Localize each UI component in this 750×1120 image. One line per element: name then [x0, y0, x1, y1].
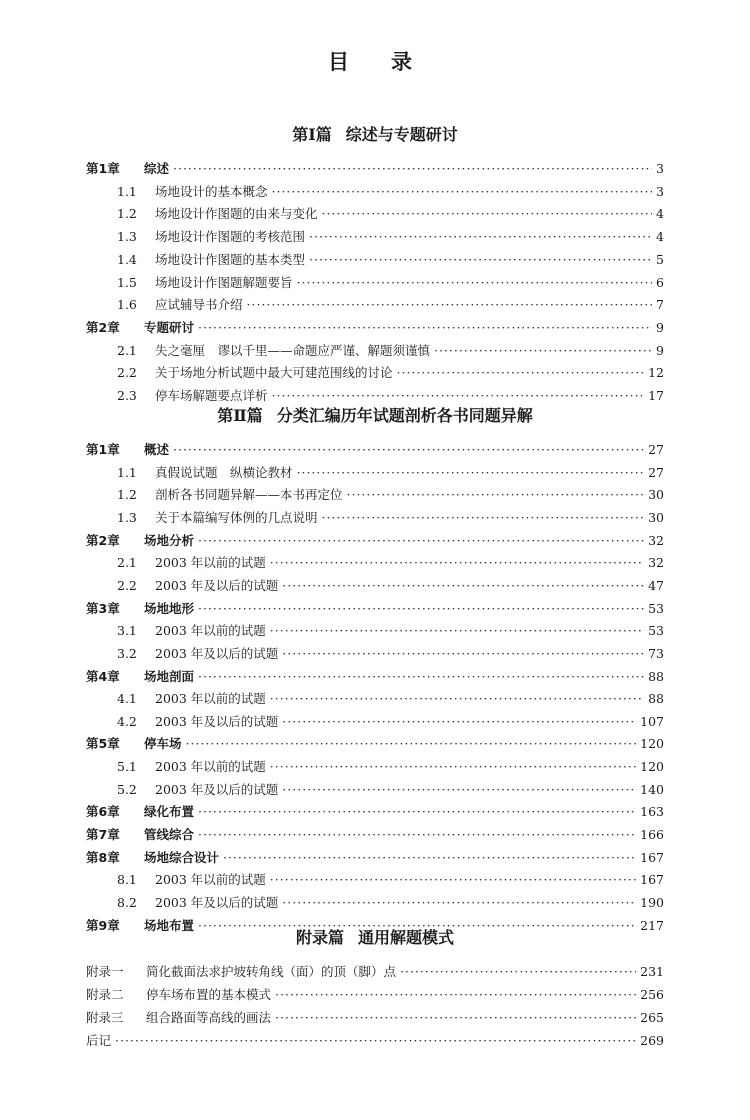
toc-appendix-entry[interactable]: [86, 960, 664, 983]
part-heading: [0, 403, 750, 426]
dot-leader: [397, 361, 645, 384]
entry-number: 8.1: [117, 872, 137, 888]
dot-leader: [270, 551, 644, 574]
entry-title: 2003 年及以后的试题: [155, 895, 279, 910]
dot-leader: [282, 574, 644, 597]
part-name: 通用解题模式: [358, 928, 455, 947]
toc-chapter-entry[interactable]: [86, 316, 664, 339]
toc-section-entry[interactable]: [86, 710, 664, 733]
entry-number: 2.1: [117, 342, 137, 358]
entry-number: 第3章: [86, 600, 120, 616]
dot-leader: [282, 642, 644, 665]
toc-section-entry[interactable]: [86, 755, 664, 778]
entry-number: 3.1: [117, 623, 137, 639]
toc-chapter-entry[interactable]: [86, 665, 664, 688]
toc-chapter-entry[interactable]: [86, 597, 664, 620]
entry-page-number: 32: [648, 555, 664, 571]
entry-title: 应试辅导书介绍: [155, 297, 243, 313]
entry-title: 2003 年及以后的试题: [155, 645, 279, 661]
dot-leader: [282, 778, 636, 801]
dot-leader: [322, 202, 653, 225]
entry-number: 第1章: [86, 442, 120, 457]
toc-appendix-entry[interactable]: [86, 1006, 664, 1029]
entry-title: 停车场: [144, 736, 182, 752]
entry-page-number: 163: [640, 804, 664, 820]
dot-leader: [198, 800, 636, 823]
entry-page-number: 88: [648, 691, 664, 707]
entry-title: 场地设计作图题的考核范围: [155, 229, 306, 245]
entry-number: 第2章: [86, 319, 120, 335]
entry-page-number: 30: [648, 509, 664, 525]
entry-title: 绿化布置: [144, 804, 195, 820]
part-label: 附录篇: [295, 928, 344, 947]
entry-title: 2003 年以前的试题: [155, 872, 266, 888]
dot-leader: [270, 619, 644, 642]
entry-number: 1.2: [117, 487, 137, 503]
toc-section-entry[interactable]: [86, 778, 664, 801]
toc-section-entry[interactable]: [86, 868, 664, 891]
entry-number: 后记: [86, 1033, 112, 1048]
entry-page-number: 53: [648, 600, 664, 616]
toc-section-entry[interactable]: [86, 339, 664, 362]
toc-chapter-entry[interactable]: [86, 438, 664, 461]
part-name: 综述与专题研讨: [345, 125, 458, 144]
entry-number: 1.6: [117, 297, 137, 313]
entry-page-number: 9: [656, 342, 664, 358]
dot-leader: [198, 529, 644, 552]
entry-number: 第1章: [86, 161, 120, 176]
part-label: 第Ⅰ篇: [292, 125, 332, 144]
entry-title: 真假说试题 纵横论教材: [155, 464, 293, 480]
entry-page-number: 140: [640, 781, 664, 797]
entry-title: 失之毫厘 谬以千里——命题应严谨、解题须谨慎: [155, 342, 431, 358]
entry-title: 综述: [144, 161, 170, 176]
entry-title: 2003 年及以后的试题: [155, 713, 279, 729]
toc-section-entry[interactable]: [86, 361, 664, 384]
entry-number: 1.4: [117, 251, 137, 267]
dot-leader: [270, 868, 636, 891]
entry-page-number: 120: [640, 759, 664, 775]
entry-number: 第8章: [86, 849, 120, 865]
toc-appendix-entry[interactable]: [86, 983, 664, 1006]
dot-leader: [309, 225, 652, 248]
dot-leader: [115, 1029, 636, 1052]
entry-number: 5.2: [117, 781, 137, 797]
dot-leader: [247, 293, 653, 316]
dot-leader: [198, 665, 644, 688]
entry-number: 第4章: [86, 668, 120, 684]
entry-number: 1.5: [117, 274, 137, 290]
entry-page-number: 27: [648, 464, 664, 480]
dot-leader: [275, 1006, 636, 1029]
toc-section-entry[interactable]: [86, 293, 664, 316]
part-heading: [0, 122, 750, 145]
dot-leader: [173, 438, 644, 461]
entry-title: 2003 年以前的试题: [155, 623, 266, 639]
entry-page-number: 12: [648, 365, 664, 381]
toc-section-entry[interactable]: [86, 506, 664, 529]
entry-number: 第5章: [86, 736, 120, 752]
entry-title: 场地设计作图题的由来与变化: [155, 206, 318, 222]
entry-number: 2.2: [117, 365, 137, 381]
toc-section-entry[interactable]: [86, 271, 664, 294]
entry-number: 附录三: [86, 1010, 124, 1025]
entry-title: 场地剖面: [144, 668, 195, 684]
entry-title: 2003 年及以后的试题: [155, 577, 279, 593]
entry-title: 场地设计的基本概念: [155, 183, 268, 199]
entry-page-number: 17: [648, 388, 664, 403]
entry-page-number: 166: [640, 827, 664, 843]
part-label: 第Ⅱ篇: [217, 406, 263, 425]
page-title-char-2: 录: [391, 50, 422, 74]
entry-page-number: 256: [640, 987, 664, 1002]
entry-title: 2003 年以前的试题: [155, 555, 266, 571]
entry-title: 停车场布置的基本模式: [146, 987, 272, 1002]
entry-number: 1.3: [117, 509, 137, 525]
entry-page-number: 9: [656, 319, 664, 335]
toc-section-entry[interactable]: [86, 642, 664, 665]
entry-page-number: 107: [640, 713, 664, 729]
dot-leader: [322, 506, 645, 529]
dot-leader: [282, 891, 636, 914]
entry-number: 1.1: [117, 464, 137, 480]
entry-title: 场地地形: [144, 600, 195, 616]
entry-number: 第2章: [86, 532, 120, 548]
entry-page-number: 7: [656, 297, 664, 313]
entry-page-number: 47: [648, 577, 664, 593]
entry-number: 2.3: [117, 388, 137, 403]
entry-number: 1.3: [117, 229, 137, 245]
dot-leader: [309, 248, 652, 271]
entry-page-number: 6: [656, 274, 664, 290]
entry-number: 第6章: [86, 804, 120, 820]
entry-title: 概述: [144, 442, 170, 457]
toc-section-entry[interactable]: [86, 891, 664, 914]
toc-section-entry[interactable]: [86, 574, 664, 597]
entry-page-number: 190: [640, 895, 664, 910]
entry-title: 2003 年及以后的试题: [155, 781, 279, 797]
entry-number: 第9章: [86, 917, 120, 933]
dot-leader: [173, 157, 652, 180]
entry-title: 专题研讨: [144, 319, 195, 335]
toc-chapter-entry[interactable]: [86, 800, 664, 823]
toc-section-entry[interactable]: [86, 180, 664, 203]
entry-title: 场地设计作图题的基本类型: [155, 251, 306, 267]
entry-title: 2003 年以前的试题: [155, 759, 266, 775]
entry-page-number: 5: [656, 251, 664, 267]
entry-title: 关于本篇编写体例的几点说明: [155, 509, 318, 525]
entry-page-number: 4: [656, 229, 664, 245]
entry-number: 4.2: [117, 713, 137, 729]
entry-page-number: 217: [640, 917, 664, 933]
entry-page-number: 231: [640, 964, 664, 979]
dot-leader: [198, 316, 652, 339]
entry-page-number: 4: [656, 206, 664, 222]
entry-number: 附录二: [86, 987, 124, 1002]
toc-chapter-entry[interactable]: [86, 529, 664, 552]
entry-title: 组合路面等高线的画法: [146, 1010, 272, 1025]
dot-leader: [198, 597, 644, 620]
toc-section-entry[interactable]: [86, 551, 664, 574]
entry-page-number: 3: [656, 183, 664, 199]
toc-section-entry[interactable]: [86, 202, 664, 225]
toc-section-entry[interactable]: [86, 687, 664, 710]
toc-section-entry[interactable]: [86, 619, 664, 642]
entry-number: 4.1: [117, 691, 137, 707]
entry-page-number: 30: [648, 487, 664, 503]
part-name: 分类汇编历年试题剖析各书同题异解: [276, 406, 533, 425]
entry-page-number: 53: [648, 623, 664, 639]
toc-chapter-entry[interactable]: [86, 157, 664, 180]
entry-title: 场地设计作图题解题要旨: [155, 274, 293, 290]
entry-page-number: 167: [640, 872, 664, 888]
toc-chapter-entry[interactable]: [86, 846, 664, 869]
entry-number: 1.2: [117, 206, 137, 222]
dot-leader: [270, 755, 636, 778]
dot-leader: [282, 710, 636, 733]
entry-number: 8.2: [117, 895, 137, 910]
entry-title: 简化截面法求护坡转角线（面）的顶（脚）点: [146, 964, 397, 979]
entry-title: 关于场地分析试题中最大可建范围线的讨论: [155, 365, 393, 381]
dot-leader: [186, 732, 637, 755]
entry-page-number: 88: [648, 668, 664, 684]
dot-leader: [223, 846, 636, 869]
entry-page-number: 27: [648, 442, 664, 457]
entry-page-number: 120: [640, 736, 664, 752]
entry-title: 剖析各书同题异解——本书再定位: [155, 487, 343, 503]
entry-title: 管线综合: [144, 827, 195, 843]
part-heading: [0, 925, 750, 948]
dot-leader: [270, 687, 644, 710]
entry-title: 场地分析: [144, 532, 195, 548]
toc-section-entry[interactable]: [86, 483, 664, 506]
toc-appendix-entry[interactable]: [86, 1029, 664, 1052]
entry-title: 场地综合设计: [144, 849, 220, 865]
toc-section-entry[interactable]: [86, 225, 664, 248]
entry-page-number: 32: [648, 532, 664, 548]
entry-title: 场地布置: [144, 917, 195, 933]
entry-number: 第7章: [86, 827, 120, 843]
entry-number: 1.1: [117, 183, 137, 199]
dot-leader: [297, 461, 645, 484]
entry-page-number: 265: [640, 1010, 664, 1025]
entry-number: 2.1: [117, 555, 137, 571]
toc-chapter-entry[interactable]: [86, 732, 664, 755]
dot-leader: [400, 960, 636, 983]
entry-number: 2.2: [117, 577, 137, 593]
dot-leader: [272, 180, 653, 203]
dot-leader: [434, 339, 652, 362]
entry-number: 3.2: [117, 645, 137, 661]
entry-title: 停车场解题要点详析: [155, 388, 268, 403]
dot-leader: [347, 483, 645, 506]
dot-leader: [297, 271, 653, 294]
entry-page-number: 73: [648, 645, 664, 661]
entry-number: 5.1: [117, 759, 137, 775]
entry-page-number: 167: [640, 849, 664, 865]
page-title: [0, 46, 750, 76]
dot-leader: [198, 823, 636, 846]
entry-page-number: 3: [656, 161, 664, 176]
page-title-char-1: 目: [328, 50, 359, 74]
toc-section-entry[interactable]: [86, 248, 664, 271]
toc-section-entry[interactable]: [86, 461, 664, 484]
toc-chapter-entry[interactable]: [86, 823, 664, 846]
dot-leader: [275, 983, 636, 1006]
entry-title: 2003 年以前的试题: [155, 691, 266, 707]
entry-page-number: 269: [640, 1033, 664, 1048]
entry-number: 附录一: [86, 964, 124, 979]
